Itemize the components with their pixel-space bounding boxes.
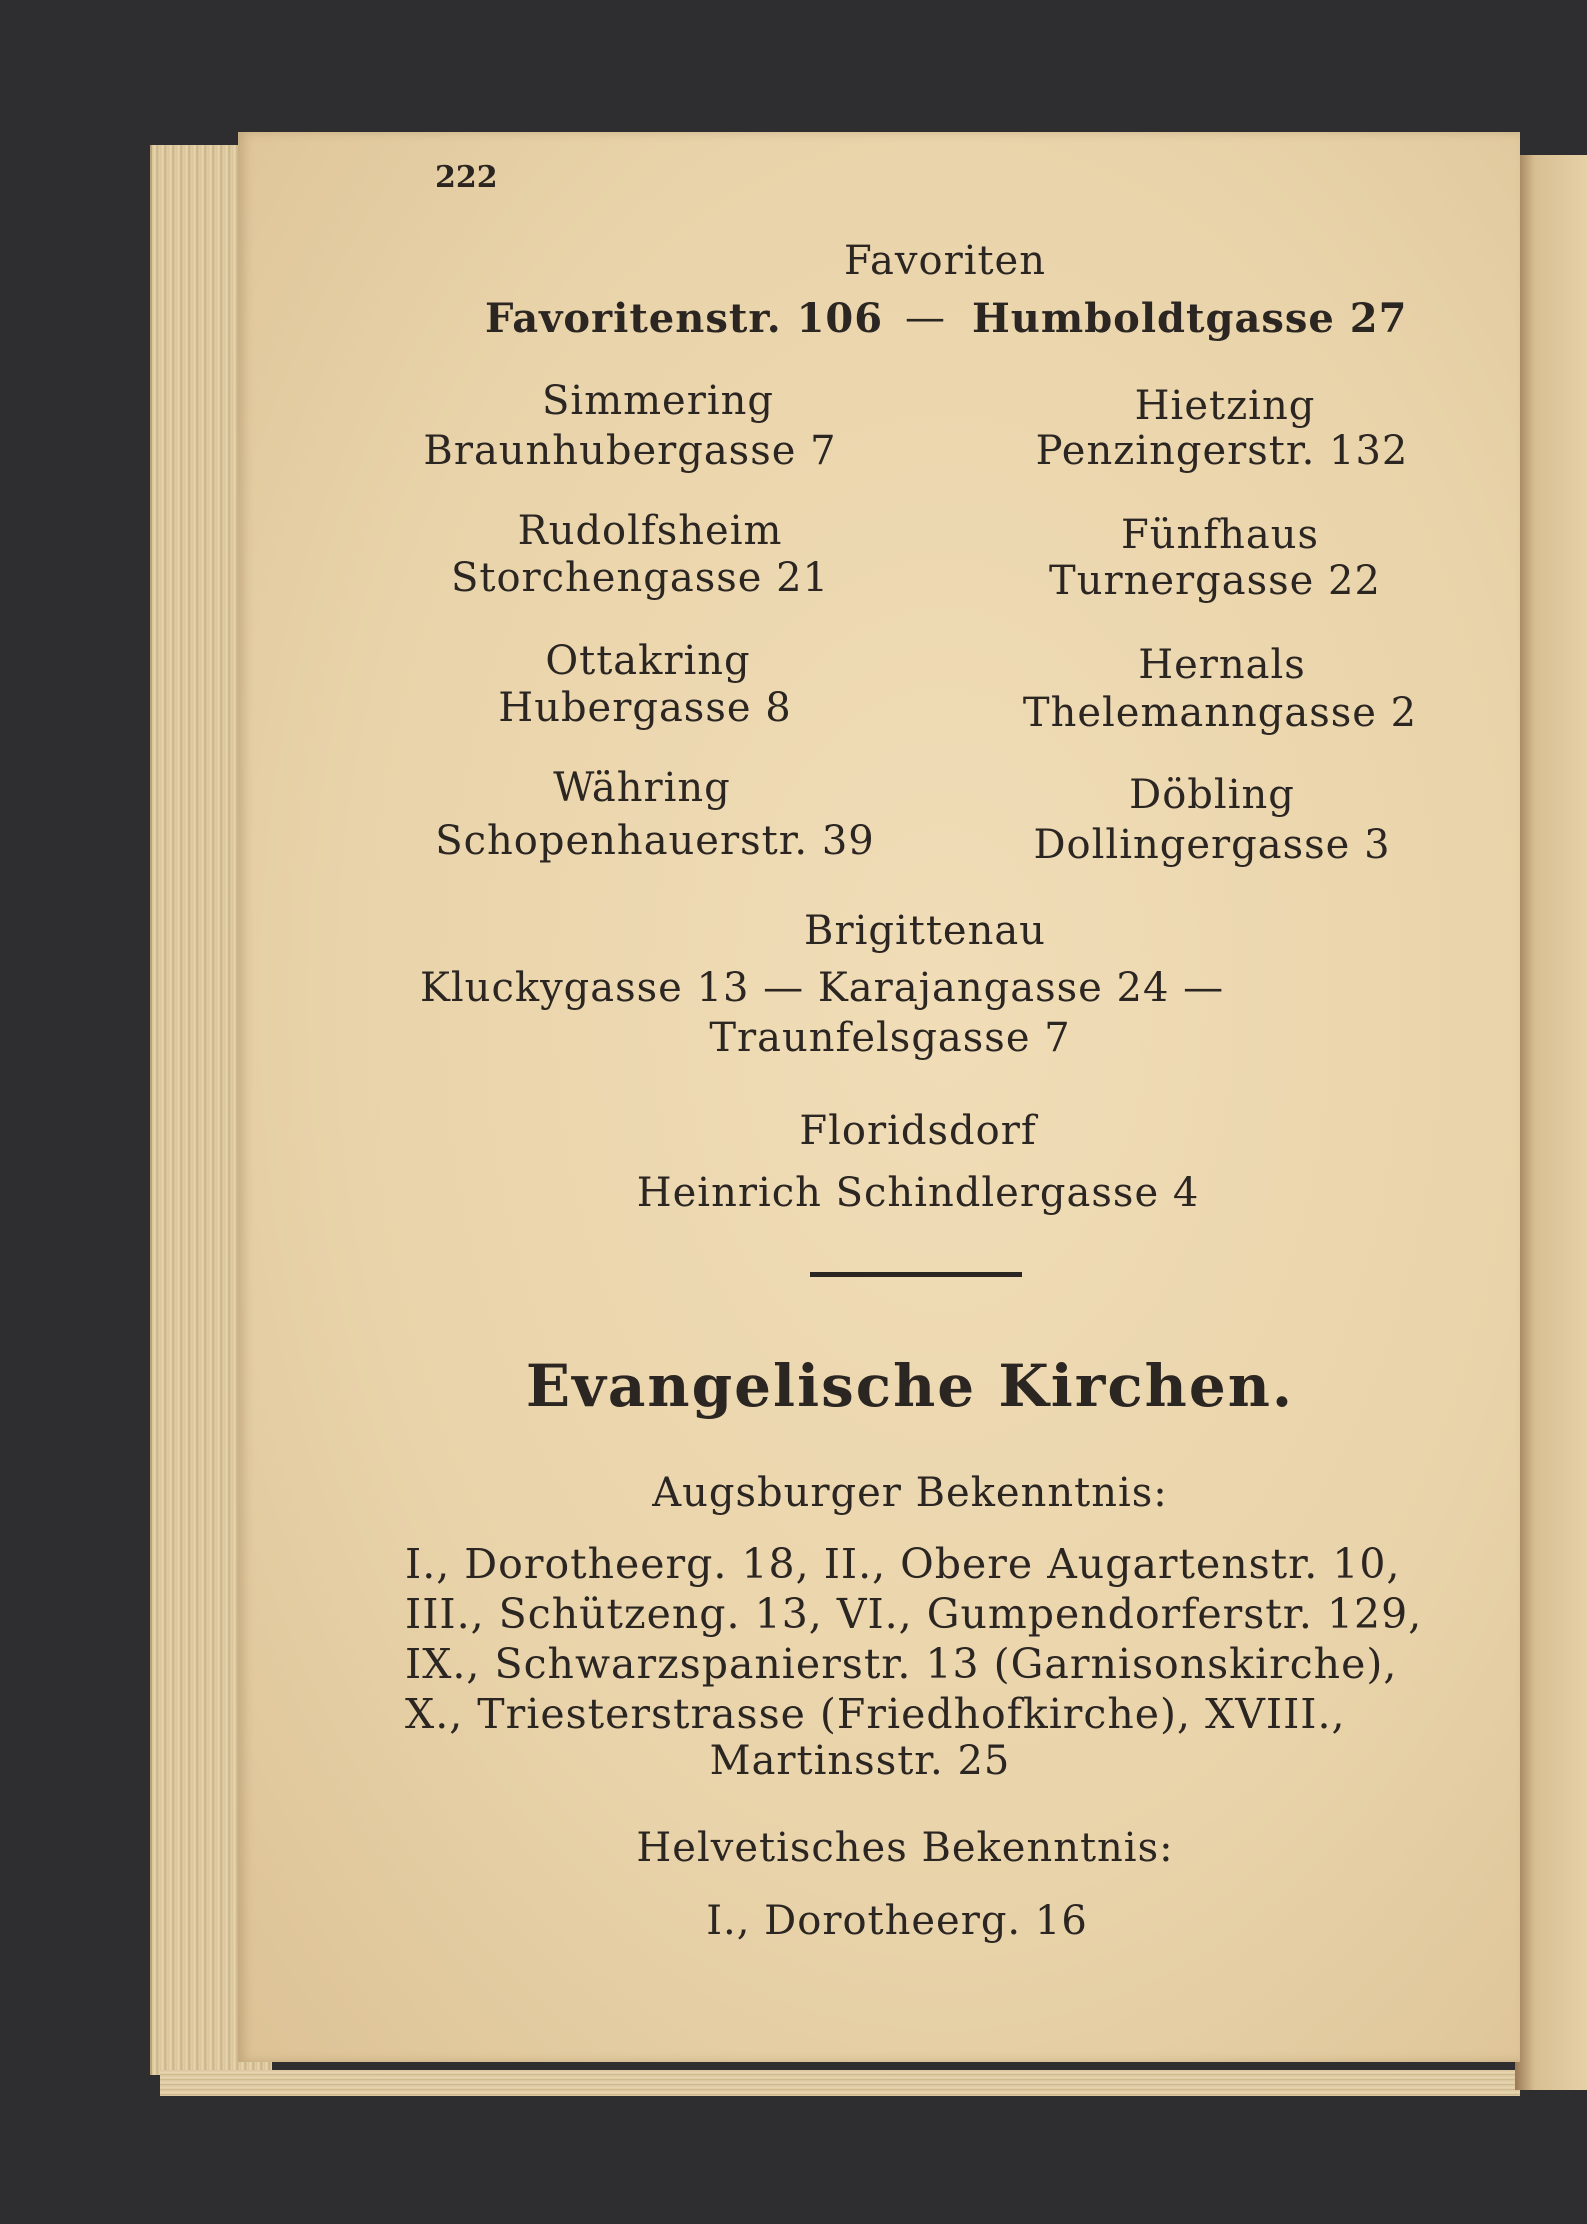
district-address-ottakring: Hubergasse 8 (498, 685, 792, 731)
district-address-hernals: Thelemanngasse 2 (1022, 690, 1418, 736)
district-title-waehring: Währing (553, 765, 731, 811)
district-title-favoriten: Favoriten (844, 238, 1046, 284)
facing-page-edge (1515, 155, 1587, 2090)
district-address-simmering: Braunhubergasse 7 (423, 428, 837, 474)
augsburger-line-2: III., Schützeng. 13, VI., Gumpendorferstr. 129, (405, 1590, 1423, 1638)
section-divider (810, 1272, 1022, 1277)
helvetisches-title: Helvetisches Bekenntnis: (636, 1825, 1174, 1871)
district-title-ottakring: Ottakring (545, 638, 751, 684)
augsburger-line-4: X., Triesterstrasse (Friedhofkirche), XVIII., (405, 1690, 1346, 1738)
brigittenau-address-line-1: Kluckygasse 13 — Karajangasse 24 — (420, 965, 1225, 1011)
augsburger-title: Augsburger Bekenntnis: (652, 1470, 1168, 1516)
district-title-doebling: Döbling (1129, 772, 1295, 818)
district-title-hietzing: Hietzing (1134, 383, 1316, 429)
favoriten-address-2: Humboldtgasse 27 (972, 295, 1408, 342)
augsburger-line-5: Martinsstr. 25 (709, 1738, 1011, 1784)
district-address-floridsdorf: Heinrich Schindlergasse 4 (636, 1170, 1200, 1216)
district-address-hietzing: Penzingerstr. 132 (1035, 428, 1409, 474)
district-title-simmering: Simmering (541, 378, 775, 424)
favoriten-dash: — (905, 295, 946, 341)
helvetisches-line: I., Dorotheerg. 16 (706, 1898, 1088, 1944)
section-heading: Evangelische Kirchen. (525, 1352, 1295, 1420)
favoriten-address-1: Favoritenstr. 106 (485, 295, 884, 342)
district-title-fuenfhaus: Fünfhaus (1121, 512, 1319, 558)
district-title-floridsdorf: Floridsdorf (799, 1108, 1037, 1154)
augsburger-line-1: I., Dorotheerg. 18, II., Obere Augartenstr. 10, (405, 1540, 1401, 1588)
district-address-rudolfsheim: Storchengasse 21 (450, 555, 830, 601)
augsburger-line-3: IX., Schwarzspanierstr. 13 (Garnisonskirche), (405, 1640, 1398, 1688)
district-title-hernals: Hernals (1138, 642, 1306, 688)
district-address-doebling: Dollingergasse 3 (1033, 822, 1391, 868)
district-address-fuenfhaus: Turnergasse 22 (1049, 558, 1381, 604)
page-number: 222 (435, 160, 498, 195)
district-address-waehring: Schopenhauerstr. 39 (435, 818, 875, 864)
district-title-brigittenau: Brigittenau (804, 908, 1046, 954)
district-title-rudolfsheim: Rudolfsheim (517, 508, 783, 554)
brigittenau-address-line-2: Traunfelsgasse 7 (709, 1015, 1071, 1061)
page-stack-bottom (160, 2070, 1520, 2096)
